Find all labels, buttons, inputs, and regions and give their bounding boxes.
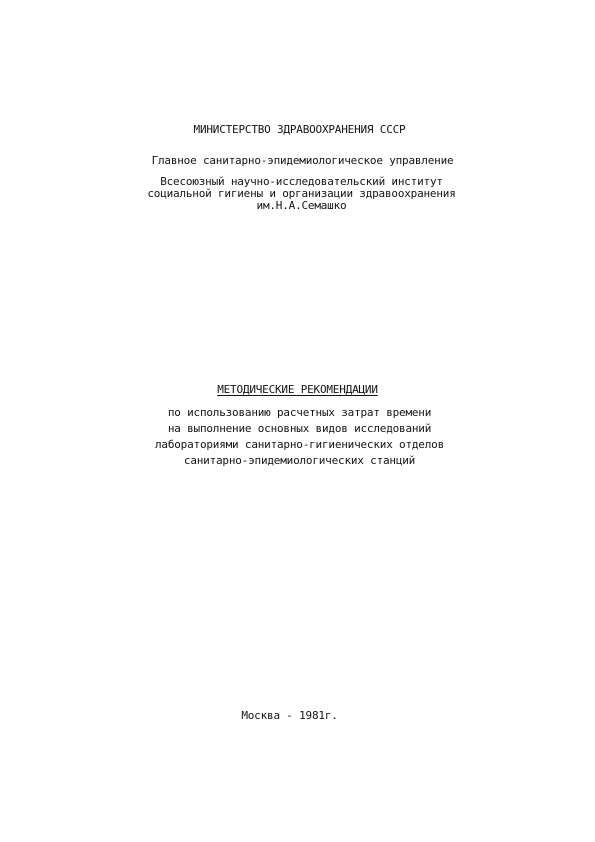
subtitle-line-3: лабораториями санитарно-гигиенических отделов: [154, 438, 444, 451]
directorate-name: Главное санитарно-эпидемиологическое управление: [151, 154, 454, 167]
document-title: МЕТОДИЧЕСКИЕ РЕКОМЕНДАЦИИ: [217, 383, 378, 396]
institute-line-3: им.Н.А.Семашко: [256, 199, 347, 212]
subtitle-line-1: по использованию расчетных затрат времени: [167, 406, 432, 419]
subtitle-line-2: на выполнение основных видов исследований: [167, 422, 432, 435]
subtitle-line-4: санитарно-эпидемиологических станций: [183, 454, 416, 467]
institute-line-1: Всесоюзный научно-исследовательский институт: [160, 175, 443, 188]
ministry-name: МИНИСТЕРСТВО ЗДРАВООХРАНЕНИЯ СССР: [193, 123, 406, 136]
institute-line-2: социальной гигиены и организации здравоохранения: [147, 187, 456, 200]
place-and-year: Москва - 1981г.: [241, 709, 338, 722]
